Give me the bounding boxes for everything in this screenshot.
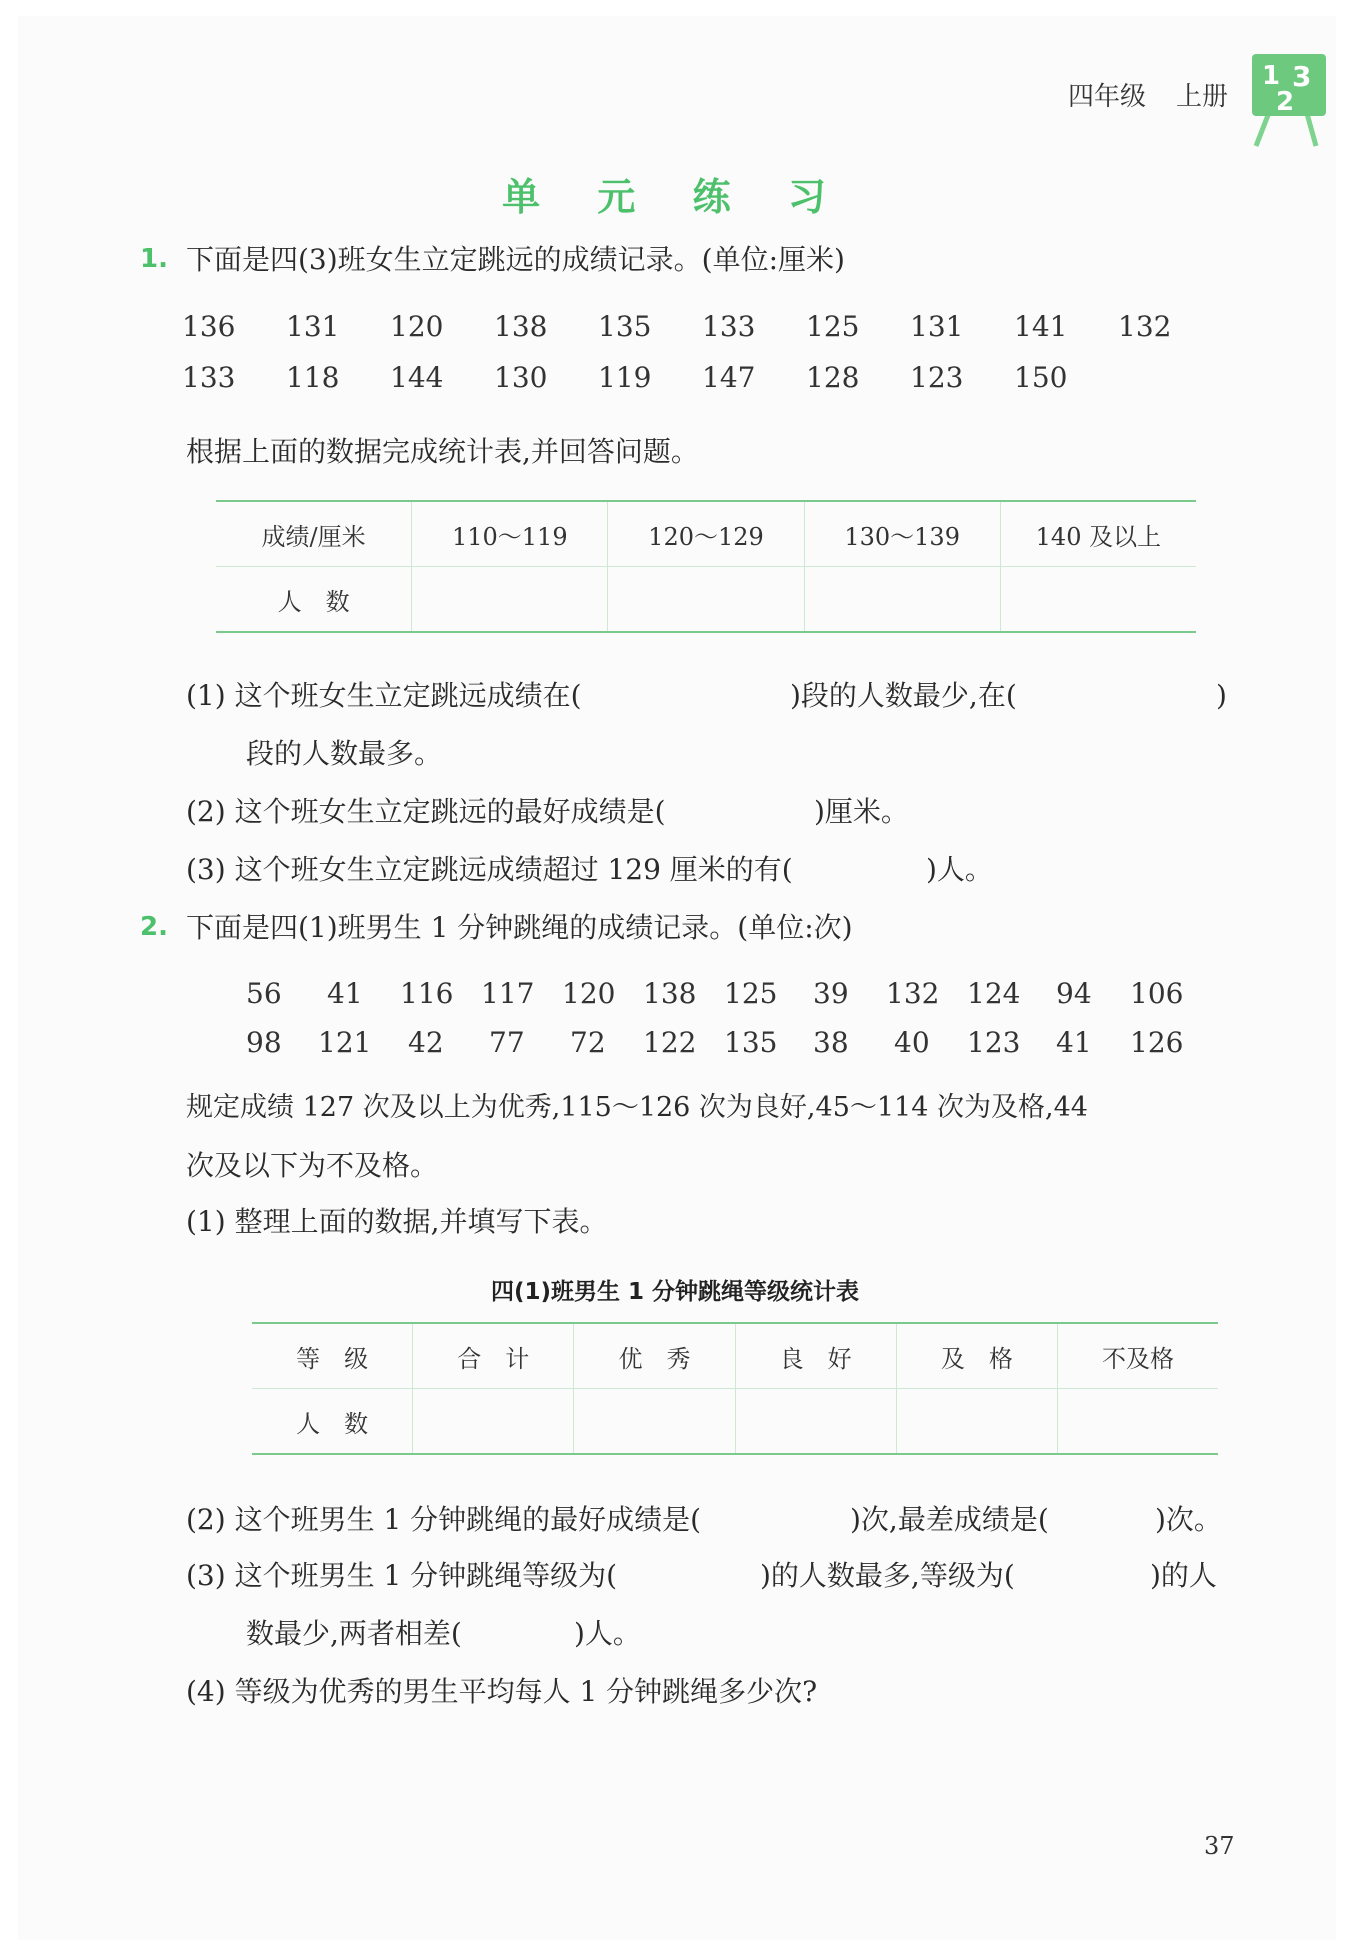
q1-prompt: 下面是四(3)班女生立定跳远的成绩记录。(单位:厘米) [186,243,845,276]
q1-sub1-a: (1) 这个班女生立定跳远成绩在( [186,679,582,712]
q2-data-r1-5: 138 [643,977,697,1010]
q1-data-r1-3: 138 [494,310,548,343]
q2-data-r1-11: 106 [1130,977,1184,1010]
table-header-cell: 110～119 [412,501,608,567]
q1-number: 1. [140,244,168,274]
q2-data-r1-8: 132 [886,977,940,1010]
q1-data-r1-5: 133 [702,310,756,343]
q1-data-r2-7: 123 [910,361,964,394]
q2-table-caption: 四(1)班男生 1 分钟跳绳等级统计表 [490,1279,860,1305]
badge-digit-2: 2 [1276,87,1295,117]
q1-data-r1-6: 125 [806,310,860,343]
q1-sub2-b: )厘米。 [814,795,909,828]
table-header-cell: 不及格 [1057,1323,1218,1389]
q2-sub3-c: )的人 [1150,1559,1217,1592]
answer-cell[interactable] [413,1389,574,1455]
table-row-label: 人 数 [277,587,350,616]
volume-label: 上册 [1176,82,1229,112]
answer-cell[interactable] [804,567,1000,633]
q2-data-r1-1: 41 [327,977,363,1010]
q1-data-r2-8: 150 [1014,361,1068,394]
grade-label: 四年级 [1068,82,1147,112]
answer-cell[interactable] [608,567,804,633]
table-row-label: 人 数 [296,1409,369,1438]
q1-sub1-d: 段的人数最多。 [246,737,443,770]
q2-sub2-a: (2) 这个班男生 1 分钟跳绳的最好成绩是( [186,1503,702,1536]
q2-data-r2-10: 41 [1056,1026,1092,1059]
q2-sub3-d: 数最少,两者相差( [246,1617,462,1650]
table-header-cell: 120～129 [608,501,804,567]
page-number: 37 [1204,1832,1235,1860]
badge-digit-3: 3 [1292,60,1312,93]
q1-data-r1-4: 135 [598,310,652,343]
answer-cell[interactable] [1000,567,1196,633]
q2-data-r2-9: 123 [967,1026,1021,1059]
table-header-cell: 130～139 [804,501,1000,567]
table-row [216,567,1196,633]
q2-data-r1-7: 39 [813,977,849,1010]
table-header-cell: 优 秀 [574,1323,735,1389]
q2-data-r2-11: 126 [1130,1026,1184,1059]
q1-data-r2-2: 144 [390,361,444,394]
q1-data-r1-7: 131 [910,310,964,343]
q1-sub2-a: (2) 这个班女生立定跳远的最好成绩是( [186,795,666,828]
q1-sub1-c: ) [1216,679,1227,712]
q2-prompt: 下面是四(1)班男生 1 分钟跳绳的成绩记录。(单位:次) [186,911,853,944]
q1-sub1-b: )段的人数最少,在( [790,679,1017,712]
q2-data-r1-4: 120 [562,977,616,1010]
table-row [252,1389,1218,1455]
q1-data-r1-1: 131 [286,310,340,343]
header-grade [1068,76,1258,113]
q2-sub2-b: )次,最差成绩是( [850,1503,1049,1536]
q1-data-r2-3: 130 [494,361,548,394]
q2-data-r2-1: 121 [318,1026,372,1059]
table-header-cell: 成绩/厘米 [216,501,412,567]
answer-cell[interactable] [412,567,608,633]
q1-sub3-b: )人。 [926,853,993,886]
q1-stat-table [216,500,1196,633]
q2-data-r1-3: 117 [481,977,535,1010]
answer-cell[interactable] [896,1389,1057,1455]
q2-data-r2-8: 40 [894,1026,930,1059]
q2-data-r1-6: 125 [724,977,778,1010]
table-row [216,501,1196,567]
q2-number: 2. [140,912,168,942]
q2-rule-line1: 规定成绩 127 次及以上为优秀,115～126 次为良好,45～114 次为及格,44 [186,1092,1088,1123]
q2-stat-table [252,1322,1218,1455]
answer-cell[interactable] [735,1389,896,1455]
q1-data-r2-4: 119 [598,361,652,394]
q2-data-r2-6: 135 [724,1026,778,1059]
table-header-cell: 140 及以上 [1000,501,1196,567]
q1-data-r1-0: 136 [182,310,236,343]
q2-data-r2-0: 98 [246,1026,282,1059]
q2-data-r1-2: 116 [400,977,454,1010]
q2-sub3-a: (3) 这个班男生 1 分钟跳绳等级为( [186,1559,618,1592]
chalkboard-badge-icon [1248,50,1330,150]
q2-sub1: (1) 整理上面的数据,并填写下表。 [186,1205,608,1238]
q2-data-r2-5: 122 [643,1026,697,1059]
q1-data-r2-0: 133 [182,361,236,394]
answer-cell[interactable] [1057,1389,1218,1455]
q2-data-r2-2: 42 [408,1026,444,1059]
q1-data-r2-1: 118 [286,361,340,394]
q2-data-r2-7: 38 [813,1026,849,1059]
q1-data-r1-9: 132 [1118,310,1172,343]
q2-sub4: (4) 等级为优秀的男生平均每人 1 分钟跳绳多少次? [186,1675,818,1708]
table-header-cell: 合 计 [413,1323,574,1389]
q1-data-r1-2: 120 [390,310,444,343]
q1-instruction: 根据上面的数据完成统计表,并回答问题。 [186,435,699,468]
q2-data-r1-0: 56 [246,977,282,1010]
page-title: 单 元 练 习 [502,175,848,219]
q1-sub3-a: (3) 这个班女生立定跳远成绩超过 129 厘米的有( [186,853,793,886]
q2-data-r1-10: 94 [1056,977,1092,1010]
badge-digit-1: 1 [1262,61,1281,91]
answer-cell[interactable] [574,1389,735,1455]
q2-rule-line2: 次及以下为不及格。 [186,1149,439,1182]
table-header-cell: 良 好 [735,1323,896,1389]
table-header-cell: 及 格 [896,1323,1057,1389]
q2-sub3-b: )的人数最多,等级为( [760,1559,1015,1592]
q2-data-r2-3: 77 [489,1026,525,1059]
table-row [252,1323,1218,1389]
q1-data-r1-8: 141 [1014,310,1068,343]
q2-data-r1-9: 124 [967,977,1021,1010]
q2-sub2-c: )次。 [1155,1503,1222,1536]
q2-data-r2-4: 72 [570,1026,606,1059]
table-header-cell: 等 级 [252,1323,413,1389]
q2-sub3-e: )人。 [574,1617,641,1650]
q1-data-r2-6: 128 [806,361,860,394]
q1-data-r2-5: 147 [702,361,756,394]
